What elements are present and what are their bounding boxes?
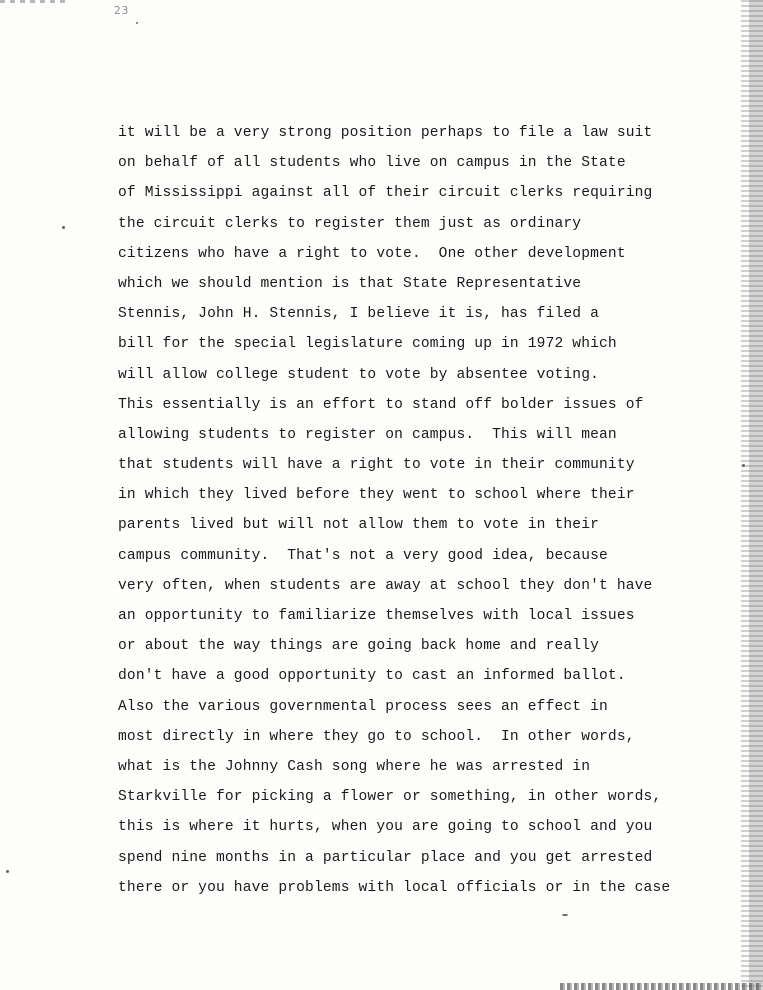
text-line: allowing students to register on campus. This will mean (118, 426, 617, 443)
text-line: Also the various governmental process sees an effect in (118, 698, 608, 715)
document-body (118, 118, 718, 903)
text-line: very often, when students are away at school they don't have (118, 577, 653, 594)
text-line: it will be a very strong position perhaps to file a law suit (118, 125, 653, 141)
text-line: will allow college student to vote by absentee voting. (118, 366, 600, 383)
text-line: an opportunity to familiarize themselves with local issues (118, 608, 635, 624)
scan-right-edge (741, 0, 763, 990)
text-line: in which they lived before they went to school where their (118, 487, 635, 504)
text-line: Starkville for picking a flower or something, in other words, (118, 789, 662, 806)
scan-speck (742, 464, 745, 467)
text-line: bill for the special legislature coming up in 1972 which (118, 336, 617, 353)
text-line: spend nine months in a particular place and you get arrested (118, 849, 653, 866)
text-line: most directly in where they go to school. In other words, (118, 728, 635, 745)
scan-bottom-edge (560, 983, 763, 990)
text-line: of Mississippi against all of their circuit clerks requiring (118, 185, 653, 202)
scan-edge-marks (0, 0, 70, 3)
text-line: don't have a good opportunity to cast an informed ballot. (118, 668, 626, 685)
text-line: that students will have a right to vote in their community (118, 457, 635, 474)
text-line: what is the Johnny Cash song where he was arrested in (118, 758, 591, 775)
text-line: there or you have problems with local officials or in the case (118, 879, 671, 896)
scan-speck (6, 870, 9, 873)
scan-speck (136, 22, 138, 24)
scan-speck (562, 914, 568, 916)
text-line: Stennis, John H. Stennis, I believe it is, has filed a (118, 306, 600, 323)
text-line: campus community. That's not a very good idea, because (118, 547, 608, 564)
page-number: 23 (114, 4, 130, 17)
text-line: citizens who have a right to vote. One other development (118, 245, 626, 262)
text-line: this is where it hurts, when you are going to school and you (118, 819, 653, 836)
text-line: parents lived but will not allow them to vote in their (118, 517, 600, 534)
text-line: This essentially is an effort to stand off bolder issues of (118, 396, 644, 413)
text-line: the circuit clerks to register them just as ordinary (118, 215, 582, 232)
text-line: which we should mention is that State Representative (118, 275, 582, 292)
scan-speck (62, 226, 65, 229)
text-line: on behalf of all students who live on campus in the State (118, 155, 626, 172)
text-line: or about the way things are going back home and really (118, 638, 600, 655)
